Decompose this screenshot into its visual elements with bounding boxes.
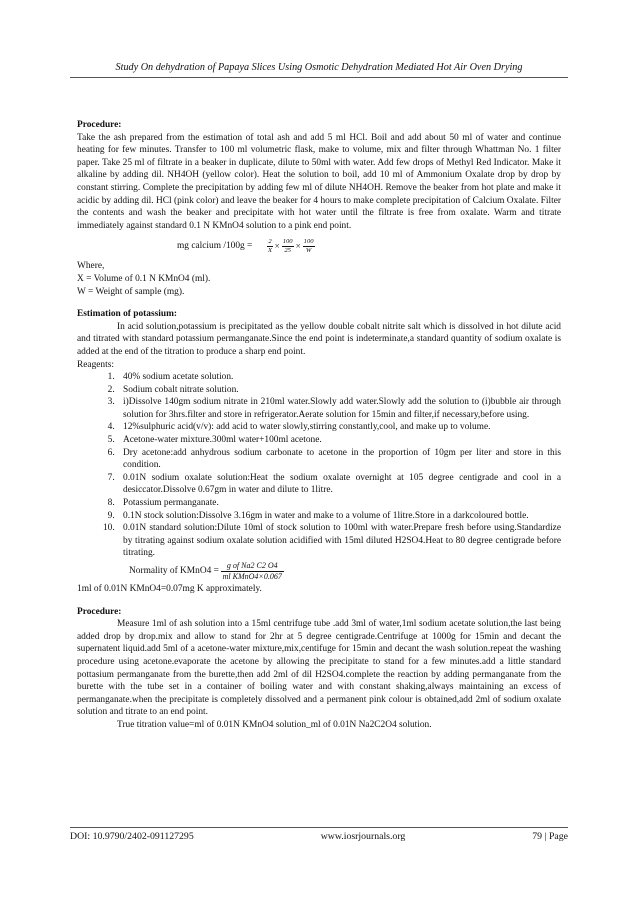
calcium-formula [77, 238, 561, 254]
list-item: 9. 0.1N stock solution:Dissolve 3.16gm in water and make to a volume of 1litre.Store in a darkcoloured bottle. [117, 510, 561, 523]
list-item: 3. i)Dissolve 140gm sodium nitrate in 210ml water.Slowly add water.Slowly add the solution to (i)bubble air through solution for 3hrs.filter and store in refrigerator.Aerate solution for 15min and filter,if necessary,before using. [117, 396, 561, 421]
potassium-heading: Estimation of potassium: [77, 309, 178, 320]
calcium-formula-label: mg calcium /100g = [177, 241, 253, 252]
normality-fraction: g of Na2 C2 O4 ml KMnO4×0.067 [222, 561, 282, 581]
footer-divider [70, 827, 568, 828]
times-sign: × [295, 241, 301, 252]
potassium-procedure-heading: Procedure: [77, 606, 122, 617]
times-sign: × [274, 241, 280, 252]
page-footer [70, 831, 568, 842]
running-header: Study On dehydration of Papaya Slices Using Osmotic Dehydration Mediated Hot Air Oven Drying [115, 62, 523, 73]
list-item: 4. 12%sulphuric acid(v/v): add acid to water slowly,stirring constantly,cool, and make up to volume. [117, 421, 561, 434]
true-titration-value: True titration value=ml of 0.01N KMnO4 solution_ml of 0.01N Na2C2O4 solution. [117, 719, 432, 730]
calcium-procedure-heading: Procedure: [77, 120, 122, 130]
reagents-list [77, 371, 561, 560]
w-definition: W = Weight of sample (mg). [77, 286, 185, 297]
fraction-2-over-x: $\frac{2}{X}$ [267, 238, 272, 254]
fraction-100-over-w: $\frac{100}{W}$ [303, 238, 314, 254]
article-body [77, 119, 561, 732]
list-item: 7. 0.01N sodium oxalate solution:Heat the sodium oxalate overnight at 105 degree centigrade and cool in a desiccator.Dissolve 0.67gm in water and dilute to 1litre. [117, 472, 561, 497]
normality-label: Normality of KMnO4 = [129, 566, 219, 577]
list-item: 6. Dry acetone:add anhydrous sodium carbonate to acetone in the proportion of 10gm per liter and store in this condition. [117, 447, 561, 472]
list-item: 2. Sodium cobalt nitrate solution. [117, 384, 561, 397]
potassium-intro-paragraph: In acid solution,potassium is precipitated as the yellow double cobalt nitrite salt which is dissolved in hot dilute acid and titrated with standard potassium permanganate.Since the end point is indeterminate,a standard quantity of sodium oxalate is added at the end of the titration to produce a sharp end point. [77, 321, 561, 357]
list-item: 1. 40% sodium acetate solution. [117, 371, 561, 384]
list-item: 10. 0.01N standard solution:Dilute 10ml of stock solution to 100ml with water.Prepare fresh before using.Standardize by titrating against sodium oxalate solution acidified with 15ml diluted H2SO4.Heat to 80 degree centigrade before titrating. [117, 522, 561, 560]
list-item: 8. Potassium permanganate. [117, 497, 561, 510]
potassium-procedure-paragraph: Measure 1ml of ash solution into a 15ml centrifuge tube .add 3ml of water,1ml sodium acetate solution,the last being added drop by drop.mix and allow to stand for 2hr at 5 degree centigrade.Centrifuge at 1000g for 15min and decant the supernatent liquid.add 5ml of a acetone-water mixture,mix,centifuge for 15min and decant the wash solution.repeat the washing procedure using acetone.evaporate the acetone by allowing the precipitate to stand for a few minutes.add a little standard pottasium permanganate from the burette,then add 2ml of dil H2SO4.complete the reaction by adding permanganate from the burette with the tube set in a container of boiling water and with constant shaking,always maintaining an excess of permanganate.when the precipitate is completely dissolved and a permanent pink colour is obtained,add 2ml of sodium oxalate solution and titrate to an end point. [77, 619, 561, 718]
list-item: 5. Acetone-water mixture.300ml water+100ml acetone. [117, 434, 561, 447]
footer-journal-url: www.iosrjournals.org [320, 831, 406, 842]
reagents-label: Reagents: [77, 359, 114, 370]
footer-page-number: 79 | Page [532, 831, 568, 842]
footer-doi: DOI: 10.9790/2402-091127295 [70, 831, 194, 842]
fraction-100-over-25: $\frac{100}{25}$ [282, 238, 293, 254]
where-label: Where, [77, 261, 105, 272]
kmno4-equivalence: 1ml of 0.01N KMnO4=0.07mg K approximately. [77, 584, 262, 594]
normality-formula [77, 561, 561, 582]
x-definition: X = Volume of 0.1 N KMnO4 (ml). [77, 273, 211, 284]
calcium-procedure-paragraph: Take the ash prepared from the estimation of total ash and add 5 ml HCl. Boil and add about 50 ml of water and continue heating for few minutes. Transfer to 100 ml volumetric flask, make to volume, mix and filter through Whattman No. 1 filter paper. Take 25 ml of filtrate in a beaker in duplicate, dilute to 50ml with water. Add few drops of Methyl Red Indicator. Make it alkaline by adding dil. NH4OH (yellow color). Heat the solution to boil, add 10 ml of Ammonium Oxalate drop by drop by constant stirring. Complete the precipitation by adding few ml of dilute NH4OH. Remove the beaker from hot plate and make it acidic by adding dil. HCl (pink color) and leave the beaker for 4 hours to make complete precipitation of Calcium Oxalate. Filter the contents and wash the beaker and precipitate with hot water until the filtrate is free from oxalate. Warm and titrate immediately against standard 0.1 N KMnO4 solution to a pink end point. [77, 132, 561, 231]
header-divider [70, 77, 568, 78]
